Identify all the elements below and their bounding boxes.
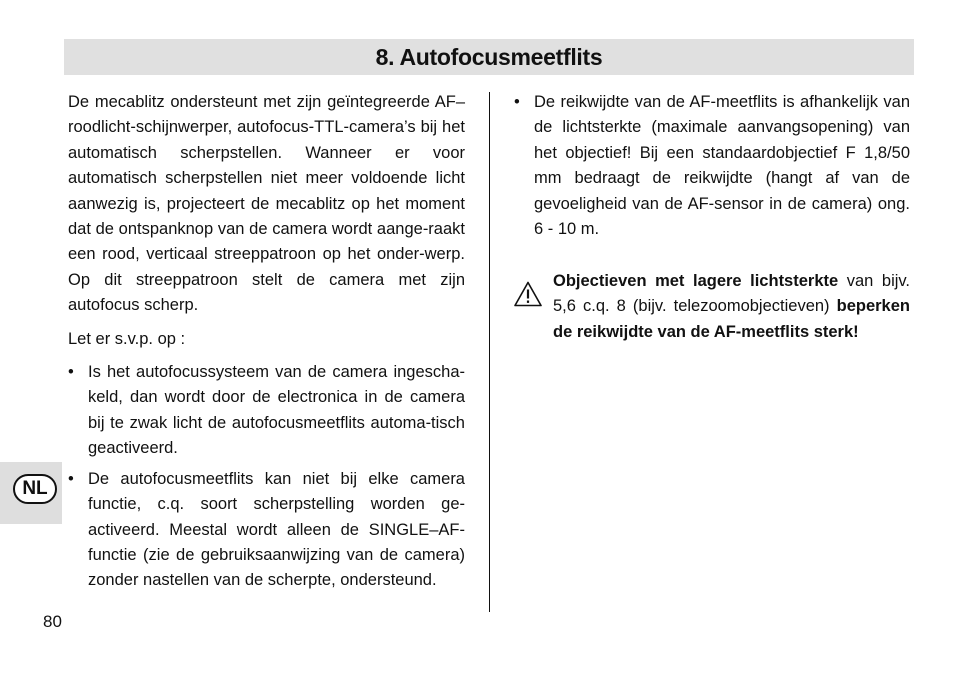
list-item [68,360,465,462]
warning-note [514,269,910,345]
intro-paragraph: De mecablitz ondersteunt met zijn geïntegreerde AF–roodlicht-schijnwerper, autofocus-TTL-camera’s bij het automatisch scherpstellen. Wanneer er voor automatisch scherpstellen niet meer voldoende licht aanwezig is, projecteert de mecablitz op het moment dat de ontspanknop van de camera wordt aange-raakt een rood, verticaal streeppatroon op het onder-werp. Op dit streeppatroon stelt de camera met zijn autofocus scherp. [68,93,465,315]
language-badge: NL [13,474,57,504]
note-label: Let er s.v.p. op : [68,329,186,348]
list-item-text: De autofocusmeetflits kan niet bij elke camera functie, c.q. soort scherpstelling worden ge-activeerd. Meestal wordt alleen de SINGLE–AF-functie (zie de gebruiksaanwijzing van de camera) zonder nastellen van de scherpte, ondersteund. [88,469,465,590]
language-tab [0,462,62,524]
page-title: 8. Autofocusmeetflits [64,39,914,75]
list-item-text: Is het autofocussysteem van de camera ingescha-keld, dan wordt door de electronica in de camera bij te zwak licht de autofocusmeetflits automa-tisch geactiveerd. [88,363,465,458]
page-number: 80 [43,612,62,631]
list-item-text: De reikwijdte van de AF-meetflits is afhankelijk van de lichtsterkte (maximale aanvangsopening) van het objectief! Bij een standaardobjectief F 1,8/50 mm bedraagt de reikwijdte (hangt af van de gevoeligheid van de AF-sensor in de camera) ong. 6 - 10 m. [534,93,910,239]
column-divider [489,92,490,612]
list-item [68,467,465,594]
bullet-dot: • [514,93,520,111]
warning-bold-start: Objectieven met lagere lichtsterkte [553,272,839,290]
bullet-dot: • [68,469,74,488]
warning-text [553,269,910,345]
warning-middle: van bijv. 5,6 c.q. 8 (bijv. telezoomobjectieven) [553,272,911,316]
warning-bold-end: beperken de reikwijdte van de AF-meetflits sterk! [553,297,910,341]
bullet-dot: • [68,363,74,382]
left-bullet-list [68,360,465,594]
right-column [514,90,910,242]
list-item [514,90,910,242]
left-column [68,90,465,594]
warning-triangle-icon [514,281,542,307]
